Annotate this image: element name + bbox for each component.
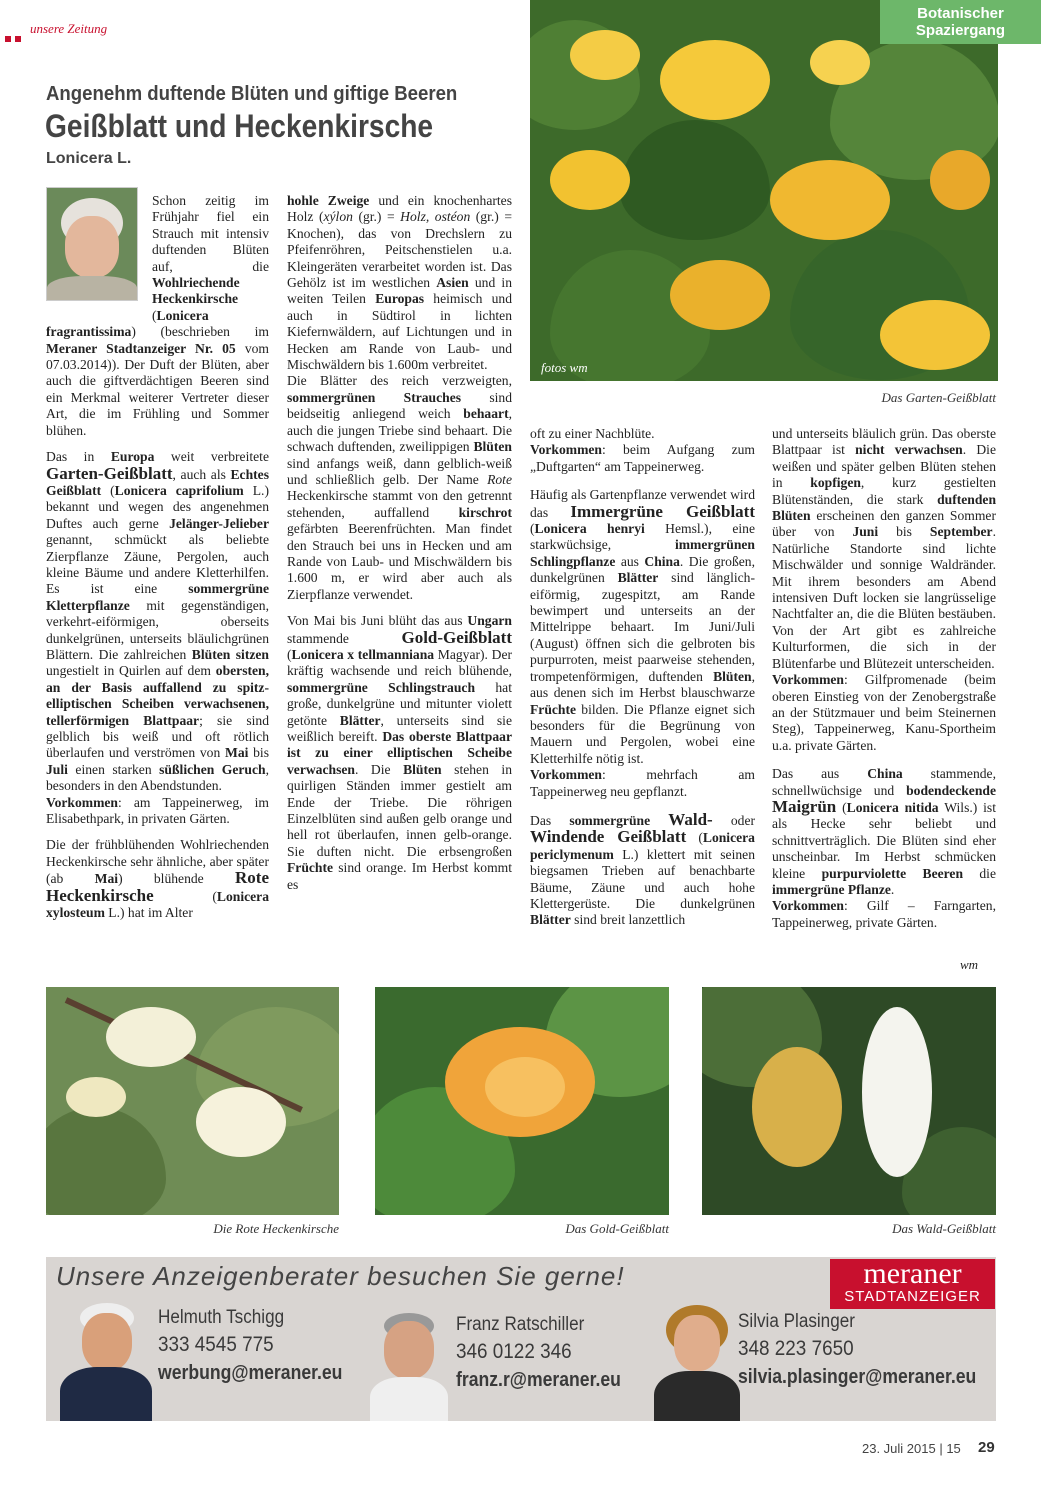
avatar-silvia — [654, 1301, 740, 1421]
article-column-1: Schon zeitig im Frühjahr fiel ein Strauch mit intensiv duftenden Blüten auf, die Wohlriechende Heckenkirsche (Lonicera fragrantissima) (beschrieben im Meraner Stadtanzeiger Nr. 05 vom 07.03.2014)). Der Duft der Blüten, aber auch die giftverdächtigen Beeren sind ein Merkmal weiterer Vertreter dieser Art, die im Frühling und Sommer blühen. Das in Europa weit verbreitete Garten-Geißblatt, auch als Echtes Geißblatt (Lonicera caprifolium L.) bekannt und wegen des angenehmen Duftes auch gerne Jelänger-Jelieber genannt, schmückt als beliebte Zierpflanze Zäune, Pergolen, auch kleine Bäume und andere Kletterhilfen. Es ist eine sommergrüne Kletterpflanze mit gegenständigen, verkehrt-eiförmigen, oberseits dunkelgrünen, unterseits bläulichgrünen Blättern. Die zahlreichen Blüten sitzen ungestielt in Quirlen auf dem obersten, an der Basis auffallend zu spitz-elliptischen Scheiben verwachsenen, tellerförmigen Blattpaar; sie sind gelblich bis weiß und oft rötlich überlaufen und verströmen von Mai bis Juli einen starken süßlichen Geruch, besonders in den Abendstunden. Vorkommen: am Tappeinerweg, im Elisabethpark, in privaten Gärten. Die der frühblühenden Wohlriechenden Heckenkirsche sehr ähnliche, aber später (ab Mai) blühende Rote Heckenkirsche (Lonicera xylosteum L.) hat im Alter — [46, 193, 269, 921]
contact-name: Franz Ratschiller — [456, 1314, 585, 1335]
header-marks — [5, 29, 21, 47]
section-tab-line2: Spaziergang — [915, 22, 1006, 39]
contact-silvia — [738, 1309, 1009, 1391]
logo-bottom-text: STADTANZEIGER — [844, 1288, 981, 1305]
caption-gold: Das Gold-Geißblatt — [565, 1221, 669, 1236]
contact-phone: 348 223 7650 — [738, 1337, 854, 1360]
avatar-franz — [366, 1309, 452, 1421]
article-column-2: hohle Zweige und ein knochenhartes Holz (xýlon (gr.) = Holz, ostéon (gr.) = Knochen), das von Drechslern zu Pfeifenröhren, Peitschenstielen u.a. Kleingeräten verarbeitet worden ist. Das Gehölz ist im westlichen Asien und in weiten Teilen Europas heimisch und auch in Südtirol in lichten Kiefernwäldern, auf Lichtungen und in Hecken am Rande von Laub- und Mischwäldern bis 1.600m verbreitet. Die Blätter des reich verzweigten, sommergrünen Strauches sind beidseitig anliegend weich behaart, auch die jungen Triebe sind behaart. Die schwach duftenden, zweilippigen Blüten sind anfangs weiß, dann gelblich-weiß und schließlich gelb. Der Name Rote Heckenkirsche stammt von den getrennt stehenden, auffallend kirschrot gefärbten Beerenfrüchten. Man findet den Strauch bei uns in Hecken und am Rande von Laub- und Mischwäldern bis 1.600 m, er wird aber auch als Zierpflanze verwendet. Von Mai bis Juni blüht das aus Ungarn stammende Gold-Geißblatt (Lonicera x tellmanniana Magyar). Der kräftig wachsende und reich blühende, sommergrüne Schlingstrauch hat große, dunkelgrüne und mitunter violett getönte Blätter, unterseits sind sie weißlich bereift. Das oberste Blattpaar ist zu einer elliptischen Scheibe verwachsen. Die Blüten stehen in quirligen Ständen immer gestielt am Ende der Triebe. Die röhrigen Einzelblüten sind außen gelb orange und hell rot überlaufen, innen gelb-orange. Sie duften nicht. Die erbsengroßen Früchte sind orange. Im Herbst kommt es — [287, 193, 513, 892]
ad-headline: Unsere Anzeigenberater besuchen Sie gerne! — [56, 1261, 625, 1291]
article-kicker: Angenehm duftende Blüten und giftige Beeren — [46, 83, 458, 105]
contact-name: Silvia Plasinger — [738, 1311, 855, 1332]
article-column-3: oft zu einer Nachblüte. Vorkommen: beim Aufgang zum „Duftgarten“ am Tappeinerweg. Häufig als Gartenpflanze verwendet wird das Immergrüne Geißblatt (Lonicera henryi Hemsl.), eine starkwüchsige, immergrünen Schlingpflanze aus China. Die großen, dunkelgrünen Blätter sind länglich-eiförmig, zugespitzt, am Rande bewimpert und unterseits an der Mittelrippe behaart. Im Juni/Juli (August) öffnen sich die gelbroten bis purpurroten, meist paarweise stehenden, trompetenförmigen, duftenden Blüten, aus denen sich im Herbst blauschwarze Früchte bilden. Die Pflanze eignet sich besonders für die Begrünung von Mauern und Pergolen, wobei eine Kletterhilfe nötig ist. Vorkommen: mehrfach am Tappeinerweg neu gepflanzt. Das sommergrüne Wald- oder Windende Geißblatt (Lonicera periclymenum L.) klettert mit seinen biegsamen Trieben auf benachbarte Bäume, Zäune und auch hohe Klettergerüste. Die dunkelgrünen Blätter sind breit lanzettlich — [530, 426, 756, 928]
section-tab — [880, 0, 1041, 44]
contact-phone: 333 4545 775 — [158, 1333, 274, 1356]
contact-email[interactable]: franz.r@meraner.eu — [456, 1369, 621, 1391]
article-subtitle: Lonicera L. — [46, 150, 132, 167]
section-tab-line1: Botanischer — [917, 5, 1004, 22]
caption-wald: Das Wald-Geißblatt — [892, 1221, 996, 1236]
photo-credit: fotos wm — [541, 360, 588, 375]
photo-wald-geissblatt — [702, 987, 996, 1215]
caption-rote: Die Rote Heckenkirsche — [213, 1221, 339, 1236]
footer-date-issue: 23. Juli 2015 | 15 — [862, 1441, 961, 1456]
photo-rote-heckenkirsche — [46, 987, 339, 1215]
contact-email[interactable]: silvia.plasinger@meraner.eu — [738, 1366, 977, 1388]
contact-helmuth — [158, 1305, 368, 1387]
contact-franz — [456, 1312, 643, 1394]
logo-top-text: meraner — [863, 1257, 962, 1290]
caption-garten: Das Garten-Geißblatt — [881, 390, 996, 405]
contact-email[interactable]: werbung@meraner.eu — [158, 1362, 343, 1384]
contact-name: Helmuth Tschigg — [158, 1307, 285, 1328]
page-number: 29 — [978, 1439, 995, 1456]
article-title: Geißblatt und Heckenkirsche — [45, 108, 434, 144]
ad-banner — [46, 1257, 996, 1421]
author-signature: wm — [960, 957, 979, 972]
contact-phone: 346 0122 346 — [456, 1340, 572, 1363]
avatar-helmuth — [60, 1295, 152, 1421]
photo-garten-geissblatt — [530, 0, 998, 381]
brand-name: unsere Zeitung — [30, 21, 108, 36]
article-column-4: und unterseits bläulich grün. Das oberste Blattpaar ist nicht verwachsen. Die weißen und später gelben Blüten stehen in kopfigen, kurz gestielten Blütenständen, die stark duftenden Blüten erscheinen den ganzen Sommer über von Juni bis September. Natürliche Standorte sind lichte Mischwälder und sonnige Waldränder. Mit ihrem besonders am Abend intensiven Duft locken sie langrüsselige Nachtfalter an, die die Blüten bestäuben. Von der Art gibt es zahlreiche Kulturformen, die sich in der Blütenfarbe und Blütezeit unterscheiden. Vorkommen: Gilfpromenade (beim oberen Einstieg von der Zenobergstraße an der Stützmauer und beim Steinernen Steg), Tappeinerweg, Kanu-Sportheim u.a. private Gärten. Das aus China stammende, schnellwüchsige und bodendeckende Maigrün (Lonicera nitida Wils.) ist als Hecke sehr beliebt und schnittverträglich. Die Blüten sind eher unscheinbar. Im Herbst schmücken kleine purpurviolette Beeren die immergrüne Pflanze. Vorkommen: Gilf – Farngarten, Tappeinerweg, private Gärten. — [772, 426, 996, 930]
photo-gold-geissblatt — [375, 987, 669, 1215]
meraner-logo — [830, 1259, 995, 1309]
